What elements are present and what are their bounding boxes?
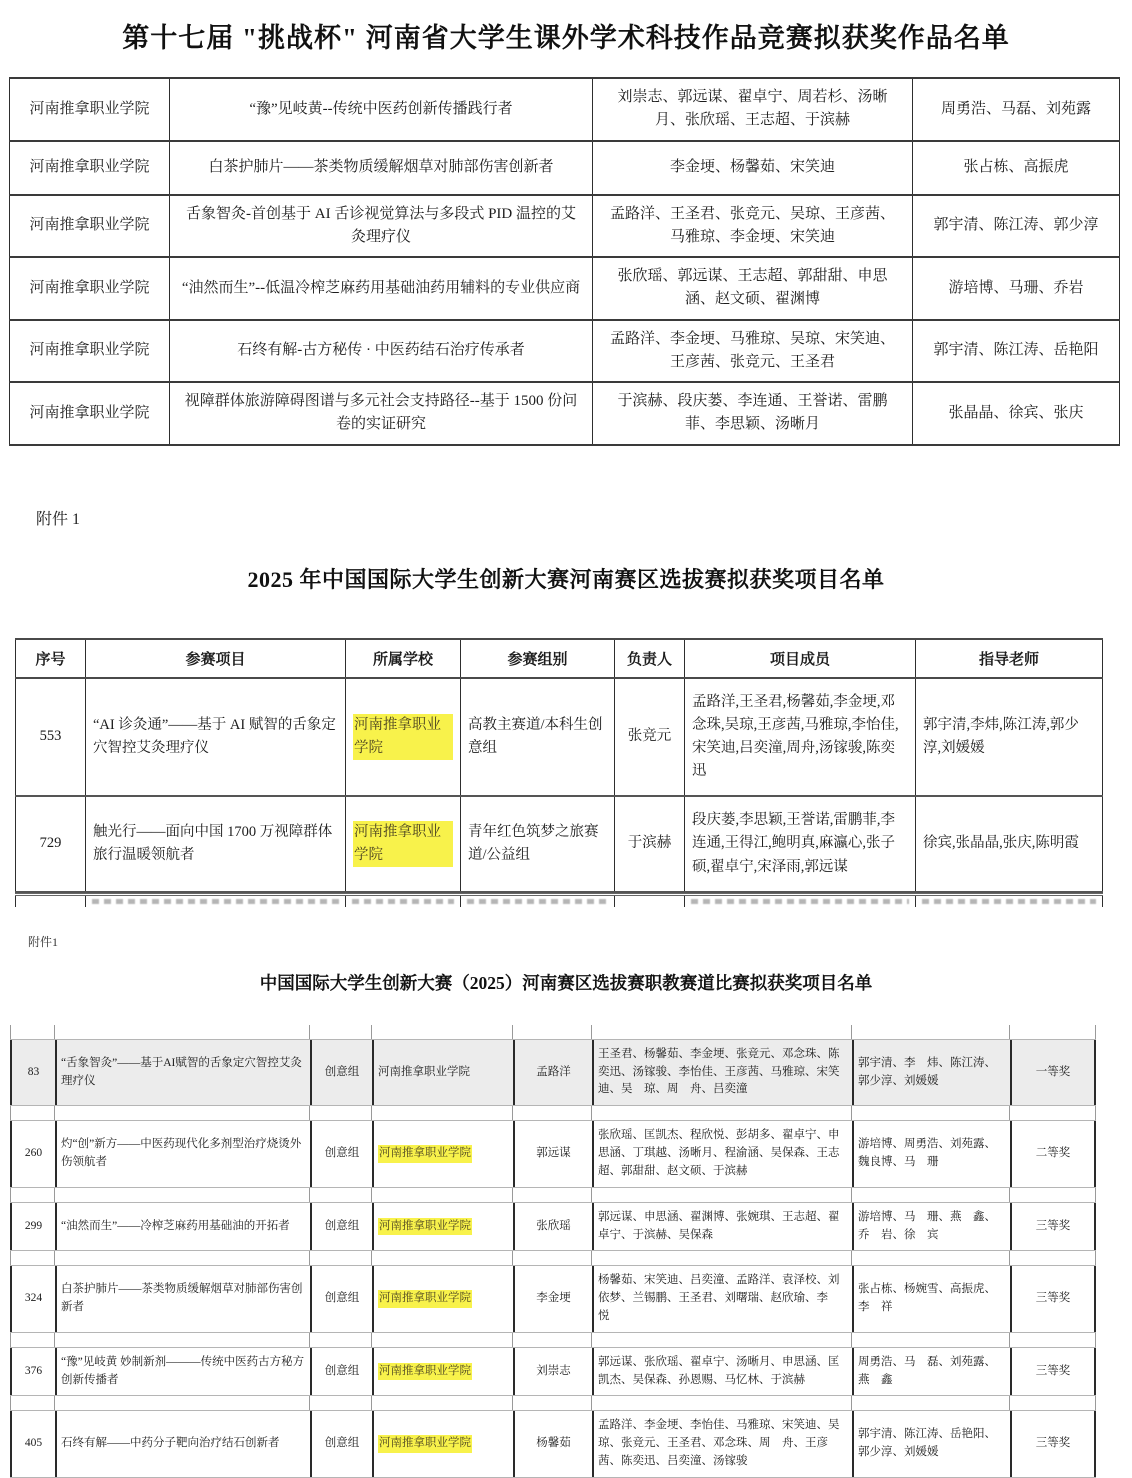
- serial-cell: 405: [10, 1411, 55, 1476]
- clipped-cell: [915, 896, 1103, 907]
- group-cell: 创意组: [310, 1121, 372, 1186]
- school-highlight: 河南推拿职业学院: [378, 1065, 470, 1078]
- advisors-cell: 周勇浩、马磊、刘苑露: [912, 79, 1120, 140]
- school-cell: 河南推拿职业学院: [9, 383, 169, 444]
- table-row-block: [10, 1188, 1096, 1252]
- leader-cell: 郭远谋: [513, 1121, 592, 1186]
- school-cell: [372, 1348, 513, 1396]
- group-cell: 创意组: [310, 1040, 372, 1105]
- clipped-row: [15, 893, 1103, 907]
- project-cell: 视障群体旅游障碍图谱与多元社会支持路径--基于 1500 份问卷的实证研究: [169, 383, 592, 444]
- clipped-cell: [15, 896, 85, 907]
- advisors-cell: 游培博、周勇浩、刘苑露、魏良博、马 珊: [852, 1121, 1010, 1186]
- table-row: [10, 1039, 1096, 1106]
- members-cell: 张欣瑶、匡凯杰、程欣悦、彭胡多、翟卓宁、申思涵、丁琪越、汤晰月、程渝涵、吴保森、王志超、郭甜甜、赵文硕、于滨赫: [592, 1121, 852, 1186]
- document-page: [0, 16, 1132, 1478]
- award-cell: 三等奖: [1010, 1203, 1096, 1251]
- advisors-cell: 张晶晶、徐宾、张庆: [912, 383, 1120, 444]
- school-cell: [372, 1266, 513, 1331]
- members-cell: 孟路洋、李金埂、李怡佳、马雅琼、宋笑迪、吴 琼、张竞元、王圣君、邓念珠、周 舟、王彦茜、陈奕迅、吕奕潼、汤镓骏: [592, 1411, 852, 1476]
- project-cell: 白茶护肺片——茶类物质缓解烟草对肺部伤害创新者: [55, 1266, 310, 1331]
- header-cell: 指导老师: [915, 640, 1103, 677]
- award-cell: 三等奖: [1010, 1411, 1096, 1476]
- members-cell: 段庆蒌,李思颖,王誉诺,雷鹏菲,李连通,王得江,鲍明真,麻瀛心,张子硕,翟卓宁,宋泽雨,郭远谋: [684, 797, 915, 891]
- members-cell: 李金埂、杨馨茹、宋笑迪: [592, 142, 912, 194]
- advisors-cell: 郭宇清、陈江涛、郭少淳: [912, 196, 1120, 257]
- leader-cell: 杨馨茹: [513, 1411, 592, 1476]
- header-cell: 序号: [15, 640, 85, 677]
- members-cell: 孟路洋、王圣君、张竞元、吴琼、王彦茜、马雅琼、李金埂、宋笑迪: [592, 196, 912, 257]
- table-row: [9, 142, 1120, 196]
- award-cell: 三等奖: [1010, 1348, 1096, 1396]
- project-cell: 石终有解-古方秘传 · 中医药结石治疗传承者: [169, 321, 592, 382]
- serial-cell: 729: [15, 797, 85, 891]
- school-cell: [372, 1040, 513, 1105]
- table-header-row: [15, 640, 1103, 679]
- project-cell: 石终有解——中药分子靶向治疗结石创新者: [55, 1411, 310, 1476]
- members-cell: 杨馨茹、宋笑迪、吕奕潼、孟路洋、袁泽校、刘依梦、兰锡鹏、王圣君、刘曙瑞、赵欣瑜、李 悦: [592, 1266, 852, 1331]
- table-row: [10, 1120, 1096, 1187]
- project-cell: “油然而生”--低温冷榨芝麻药用基础油药用辅料的专业供应商: [169, 258, 592, 319]
- school-highlight: 河南推拿职业学院: [378, 1290, 472, 1308]
- group-cell: 创意组: [310, 1411, 372, 1476]
- header-cell: 参赛组别: [460, 640, 614, 677]
- project-cell: “油然而生”——冷榨芝麻药用基础油的开拓者: [55, 1203, 310, 1251]
- table-row: [10, 1265, 1096, 1332]
- school-highlight: 河南推拿职业学院: [378, 1363, 472, 1381]
- members-cell: 于滨赫、段庆蒌、李连通、王誉诺、雷鹏菲、李思颖、汤晰月: [592, 383, 912, 444]
- group-cell: 创意组: [310, 1203, 372, 1251]
- vocational-track-title: 中国国际大学生创新大赛（2025）河南赛区选拔赛职教赛道比赛拟获奖项目名单: [259, 972, 873, 993]
- clipped-cell: [684, 896, 915, 907]
- school-cell: [345, 679, 460, 796]
- row-gap-ticks: [10, 1333, 1096, 1347]
- leader-cell: 于滨赫: [614, 797, 684, 891]
- award-cell: 二等奖: [1010, 1121, 1096, 1186]
- project-cell: 灼“创”新方——中医药现代化多剂型治疗烧烫外伤领航者: [55, 1121, 310, 1186]
- project-cell: “AI 诊灸通”——基于 AI 赋智的舌象定穴智控艾灸理疗仪: [85, 679, 345, 796]
- school-highlight: 河南推拿职业学院: [353, 821, 453, 867]
- school-highlight: 河南推拿职业学院: [353, 714, 453, 760]
- leader-cell: 张欣瑶: [513, 1203, 592, 1251]
- leader-cell: 张竞元: [614, 679, 684, 796]
- header-cell: 参赛项目: [85, 640, 345, 677]
- members-cell: 王圣君、杨馨茹、李金埂、张竞元、邓念珠、陈奕迅、汤镓骏、李怡佳、王彦茜、马雅琼、宋笑迪、吴 琼、周 舟、吕奕潼: [592, 1040, 852, 1105]
- school-cell: [372, 1121, 513, 1186]
- innovation-contest-title: 2025 年中国国际大学生创新大赛河南赛区选拔赛拟获奖项目名单: [247, 566, 885, 592]
- advisors-cell: 游培博、马 珊、燕 鑫、乔 岩、徐 宾: [852, 1203, 1010, 1251]
- leader-cell: 刘崇志: [513, 1348, 592, 1396]
- table-row-block: [10, 1025, 1096, 1106]
- advisors-cell: 郭宇清,李炜,陈江涛,郭少淳,刘媛媛: [915, 679, 1103, 796]
- advisors-cell: 张占栋、高振虎: [912, 142, 1120, 194]
- leader-cell: 孟路洋: [513, 1040, 592, 1105]
- table-row: [9, 258, 1120, 321]
- advisors-cell: 徐宾,张晶晶,张庆,陈明霞: [915, 797, 1103, 891]
- serial-cell: 324: [10, 1266, 55, 1331]
- row-gap-ticks: [10, 1251, 1096, 1265]
- serial-cell: 260: [10, 1121, 55, 1186]
- members-cell: 孟路洋、李金埂、马雅琼、吴琼、宋笑迪、王彦茜、张竞元、王圣君: [592, 321, 912, 382]
- members-cell: 张欣瑶、郭远谋、王志超、郭甜甜、申思涵、赵文硕、翟渊博: [592, 258, 912, 319]
- clipped-cell: [345, 896, 460, 907]
- table-row: [10, 1410, 1096, 1477]
- school-cell: [372, 1203, 513, 1251]
- table-row: [10, 1202, 1096, 1252]
- table-row: [15, 797, 1103, 893]
- advisors-cell: 游培博、马珊、乔岩: [912, 258, 1120, 319]
- table-row: [15, 679, 1103, 798]
- clipped-cell: [460, 896, 614, 907]
- members-cell: 郭远谋、申思涵、翟渊博、张婉琪、王志超、翟卓宁、于滨赫、吴保森: [592, 1203, 852, 1251]
- vocational-track-table: [10, 1025, 1096, 1478]
- challenge-cup-table: [9, 77, 1120, 446]
- row-gap-ticks: [10, 1106, 1096, 1120]
- advisors-cell: 张占栋、杨婉雪、高振虎、李 祥: [852, 1266, 1010, 1331]
- award-cell: 三等奖: [1010, 1266, 1096, 1331]
- table-row: [9, 383, 1120, 446]
- table-row-block: [10, 1251, 1096, 1332]
- header-cell: 负责人: [614, 640, 684, 677]
- leader-cell: 李金埂: [513, 1266, 592, 1331]
- serial-cell: 376: [10, 1348, 55, 1396]
- table-body: [15, 679, 1103, 893]
- clipped-cell: [614, 896, 684, 907]
- serial-cell: 299: [10, 1203, 55, 1251]
- school-cell: 河南推拿职业学院: [9, 142, 169, 194]
- table-row-block: [10, 1396, 1096, 1477]
- serial-cell: 553: [15, 679, 85, 796]
- school-cell: [372, 1411, 513, 1476]
- table-row: [9, 321, 1120, 384]
- project-cell: “豫”见岐黄 妙制新剂———传统中医药古方秘方创新传播者: [55, 1348, 310, 1396]
- school-cell: 河南推拿职业学院: [9, 79, 169, 140]
- project-cell: 触光行——面向中国 1700 万视障群体旅行温暖领航者: [85, 797, 345, 891]
- school-highlight: 河南推拿职业学院: [378, 1145, 472, 1163]
- clipped-cell: [85, 896, 345, 907]
- table-row-block: [10, 1106, 1096, 1187]
- advisors-cell: 郭宇清、陈江涛、岳艳阳、郭少淳、刘媛媛: [852, 1411, 1010, 1476]
- table-row-block: [10, 1333, 1096, 1397]
- group-cell: 高教主赛道/本科生创意组: [460, 679, 614, 796]
- members-cell: 刘崇志、郭远谋、翟卓宁、周若杉、汤晰月、张欣瑶、王志超、于滨赫: [592, 79, 912, 140]
- members-cell: 孟路洋,王圣君,杨馨茹,李金埂,邓念珠,吴琼,王彦茜,马雅琼,李怡佳,宋笑迪,吕奕潼,周舟,汤镓骏,陈奕迅: [684, 679, 915, 796]
- table-row: [9, 196, 1120, 259]
- group-cell: 创意组: [310, 1348, 372, 1396]
- table-row: [10, 1347, 1096, 1397]
- header-cell: 项目成员: [684, 640, 915, 677]
- school-cell: [345, 797, 460, 891]
- project-cell: “舌象智灸”——基于AI赋智的舌象定穴智控艾灸理疗仪: [55, 1040, 310, 1105]
- group-cell: 创意组: [310, 1266, 372, 1331]
- table-row: [9, 79, 1120, 142]
- serial-cell: 83: [10, 1040, 55, 1105]
- header-cell: 所属学校: [345, 640, 460, 677]
- school-cell: 河南推拿职业学院: [9, 196, 169, 257]
- advisors-cell: 郭宇清、李 炜、陈江涛、郭少淳、刘媛媛: [852, 1040, 1010, 1105]
- advisors-cell: 周勇浩、马 磊、刘苑露、燕 鑫: [852, 1348, 1010, 1396]
- innovation-contest-table: [15, 638, 1103, 907]
- row-gap-ticks: [10, 1396, 1096, 1410]
- members-cell: 郭远谋、张欣瑶、翟卓宁、汤晰月、申思涵、匡凯杰、吴保森、孙恩赐、马忆林、于滨赫: [592, 1348, 852, 1396]
- challenge-cup-title: 第十七届 "挑战杯" 河南省大学生课外学术科技作品竞赛拟获奖作品名单: [122, 23, 1010, 53]
- advisors-cell: 郭宇清、陈江涛、岳艳阳: [912, 321, 1120, 382]
- row-gap-ticks: [10, 1025, 1096, 1039]
- group-cell: 青年红色筑梦之旅赛道/公益组: [460, 797, 614, 891]
- attachment-label-2: 附件1: [28, 934, 59, 949]
- project-cell: 舌象智灸-首创基于 AI 舌诊视觉算法与多段式 PID 温控的艾灸理疗仪: [169, 196, 592, 257]
- attachment-label-1: 附件 1: [36, 510, 81, 528]
- school-cell: 河南推拿职业学院: [9, 321, 169, 382]
- school-cell: 河南推拿职业学院: [9, 258, 169, 319]
- award-cell: 一等奖: [1010, 1040, 1096, 1105]
- school-highlight: 河南推拿职业学院: [378, 1435, 472, 1453]
- project-cell: 白茶护肺片——茶类物质缓解烟草对肺部伤害创新者: [169, 142, 592, 194]
- project-cell: “豫”见岐黄--传统中医药创新传播践行者: [169, 79, 592, 140]
- row-gap-ticks: [10, 1188, 1096, 1202]
- school-highlight: 河南推拿职业学院: [378, 1218, 472, 1236]
